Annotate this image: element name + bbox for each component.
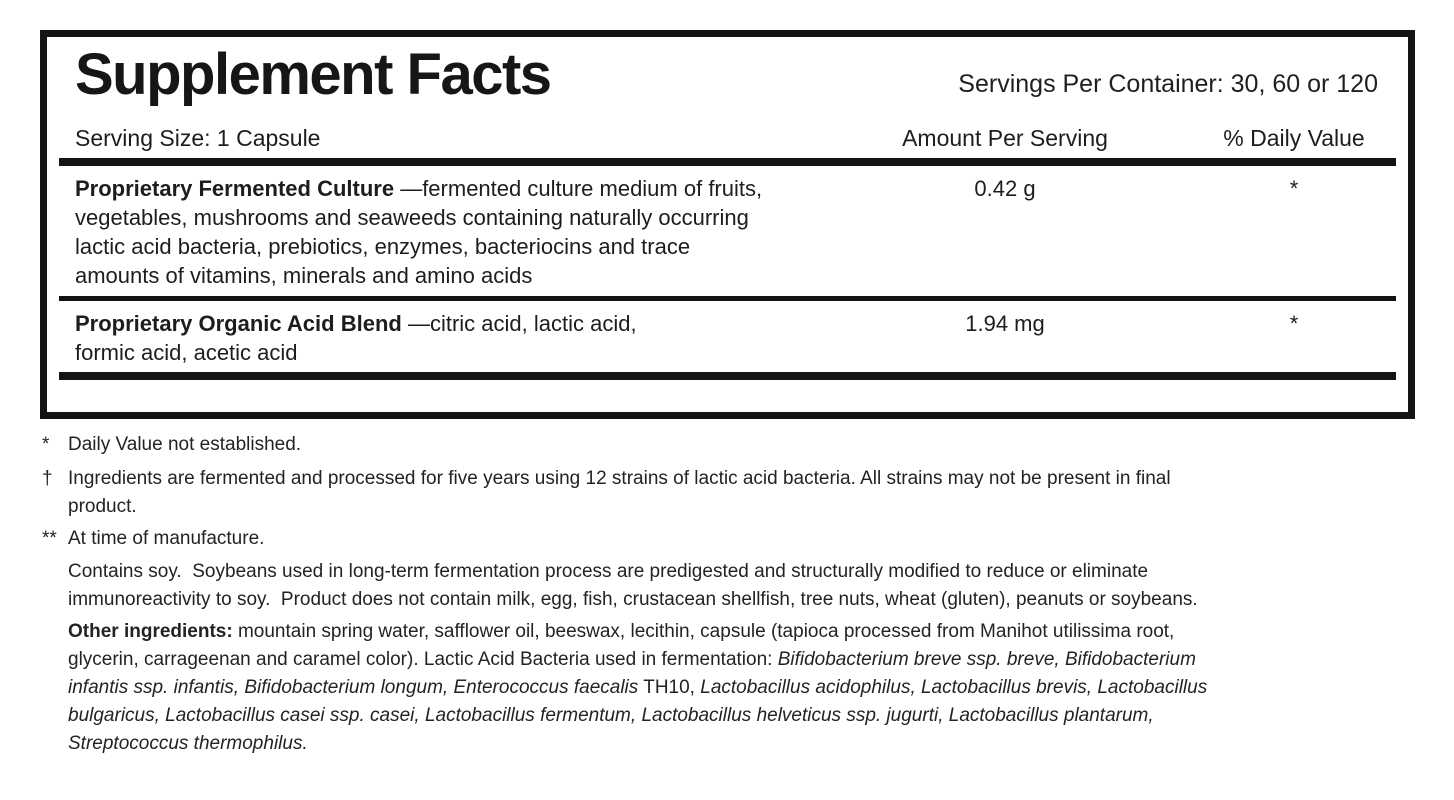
ingredient-description xyxy=(75,309,855,367)
paragraph-indent xyxy=(42,558,68,614)
footnote-daily-value xyxy=(42,431,1410,459)
column-daily-value: % Daily Value xyxy=(1223,124,1365,151)
divider-thick-bottom xyxy=(59,372,1396,380)
ingredient-detail: —citric acid, lactic acid, formic acid, acetic acid xyxy=(75,310,637,365)
supplement-facts-panel xyxy=(40,30,1415,419)
other-ingredients-paragraph xyxy=(42,618,1410,758)
ingredient-description xyxy=(75,174,855,290)
panel-title: Supplement Facts xyxy=(75,42,551,107)
ingredient-daily-value: * xyxy=(1289,310,1299,336)
footnote-marker: ** xyxy=(42,528,57,549)
allergen-paragraph xyxy=(42,558,1410,614)
column-header-row xyxy=(75,124,1378,153)
divider-thick-top xyxy=(59,158,1396,166)
table-row xyxy=(75,166,1378,290)
serving-size: Serving Size: 1 Capsule xyxy=(75,124,321,151)
ingredient-detail: —fermented culture medium of fruits, vegetables, mushrooms and seaweeds containing naturally occurring lactic acid bacteria, prebiotics, enzymes, bacteriocins and trace amounts of vitamins, minerals and amino acids xyxy=(75,175,763,288)
footnote-manufacture xyxy=(42,525,1410,553)
ingredient-name: Proprietary Organic Acid Blend xyxy=(75,310,402,336)
paragraph-indent xyxy=(42,618,68,758)
footnote-marker: * xyxy=(42,434,50,455)
footnote-text: Daily Value not established. xyxy=(68,434,302,455)
panel-header xyxy=(75,42,1378,107)
table-row xyxy=(75,301,1378,367)
ingredient-amount: 0.42 g xyxy=(974,175,1036,201)
ingredient-name: Proprietary Fermented Culture xyxy=(75,175,395,201)
servings-per-container: Servings Per Container: 30, 60 or 120 xyxy=(958,69,1378,98)
column-amount-per-serving: Amount Per Serving xyxy=(902,124,1108,151)
other-ingredients-text: Other ingredients: mountain spring water, safflower oil, beeswax, lecithin, capsule (tapioca processed from Manihot utilissima root, glycerin, carrageenan and caramel color). Lactic Acid Bacteria used in fermentation: Bifidobacterium breve ssp. breve, Bifidobacterium infantis ssp. infantis, Bifidobacterium longum, Enterococcus faecalis TH10, Lactobacillus acidophilus, Lactobacillus brevis, Lactobacillus bulgaricus, Lactobacillus casei ssp. casei, Lactobacillus fermentum, Lactobacillus helveticus ssp. jugurti, Lactobacillus plantarum, Streptococcus thermophilus. xyxy=(68,621,1208,754)
ingredient-daily-value: * xyxy=(1289,175,1299,201)
footnote-text: At time of manufacture. xyxy=(68,528,265,549)
footnotes xyxy=(42,431,1410,758)
footnote-text: Ingredients are fermented and processed for five years using 12 strains of lactic acid bacteria. All strains may not be present in final product. xyxy=(68,468,1171,517)
ingredient-amount: 1.94 mg xyxy=(965,310,1045,336)
footnote-marker: † xyxy=(42,468,53,489)
allergen-text: Contains soy. Soybeans used in long-term fermentation process are predigested and structurally modified to reduce or eliminate immunoreactivity to soy. Product does not contain milk, egg, fish, crustacean shellfish, tree nuts, wheat (gluten), peanuts or soybeans. xyxy=(68,561,1198,610)
footnote-fermentation xyxy=(42,465,1410,521)
